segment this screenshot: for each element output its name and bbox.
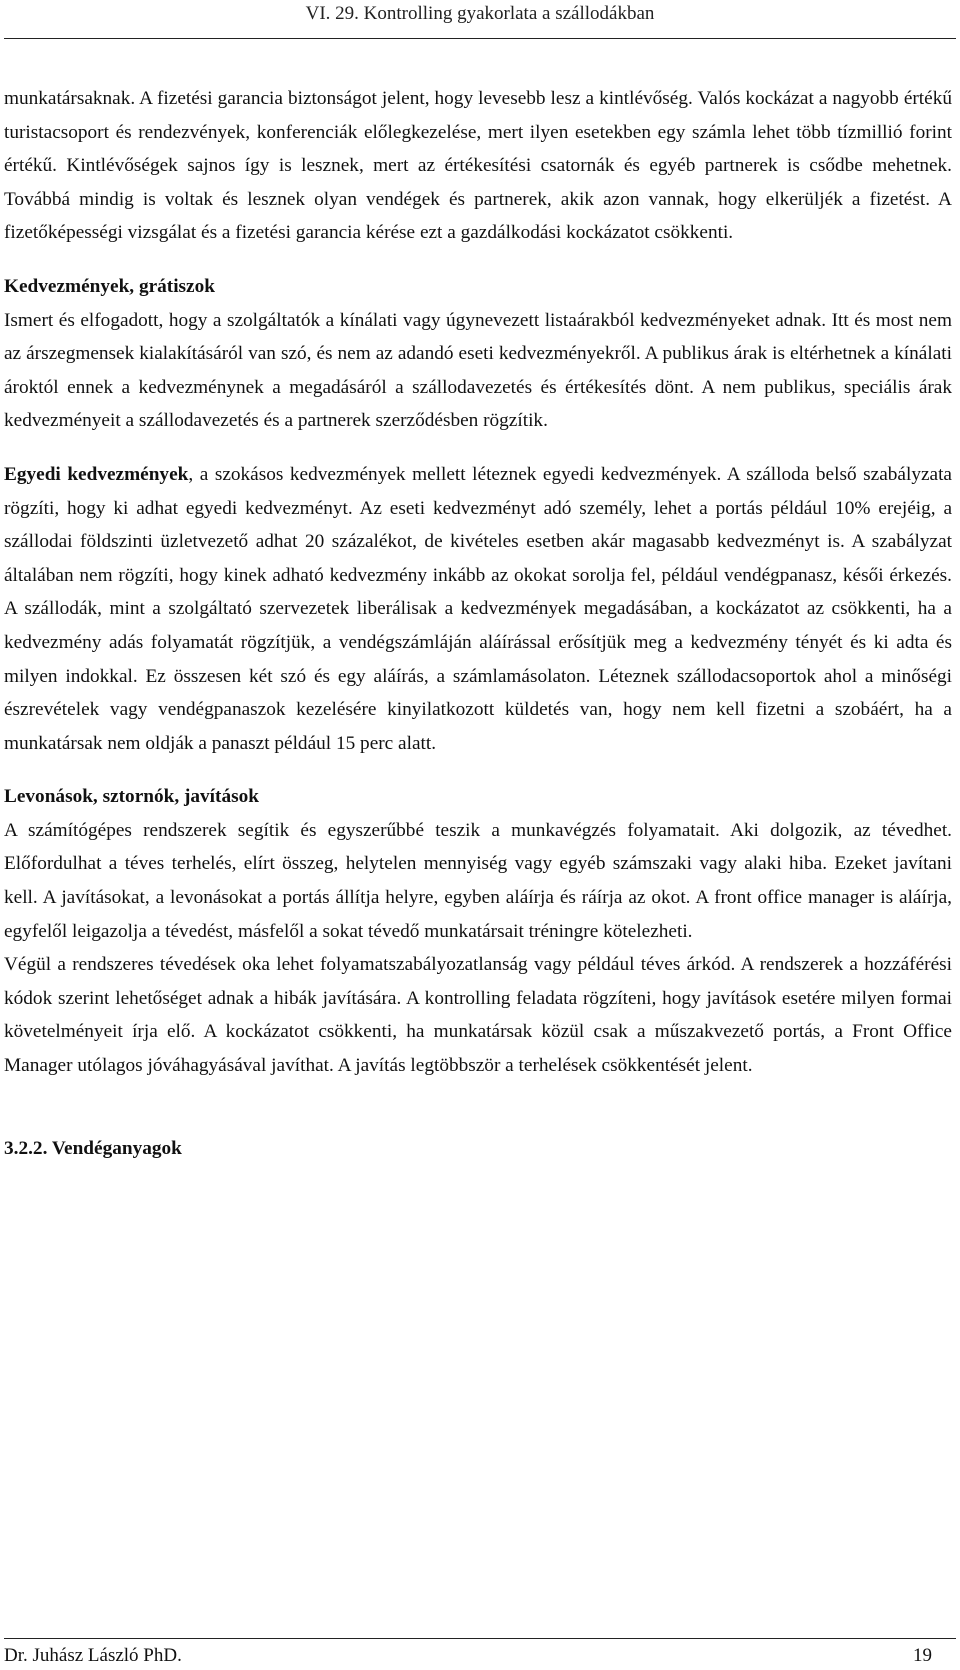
heading-individual-discounts: Egyedi kedvezmények [4,463,189,485]
page-body [4,82,952,1165]
spacer [4,760,952,780]
heading-discounts: Kedvezmények, grátiszok [4,275,215,297]
heading-corrections: Levonások, sztornók, javítások [4,786,259,808]
section-heading: 3.2.2. Vendéganyagok [4,1137,182,1159]
running-header: VI. 29. Kontrolling gyakorlata a szállodákban [305,3,655,24]
footer-author: Dr. Juhász László PhD. [4,1645,182,1666]
spacer [4,438,952,458]
paragraph-intro: munkatársaknak. A fizetési garancia biztonságot jelent, hogy levesebb lesz a kintlévőség. Valós kockázat a nagyobb értékű turistacsoport és rendezvények, konferenciák előlegkezelése, mert ilyen esetekben egy számla lehet több tízmillió forint értékű. Kintlévőségek sajnos így is lesznek, mert az értékesítési csatornák és egyéb partnerek is csődbe mehetnek. Továbbá mindig is voltak és lesznek olyan vendégek és partnerek, akik azon vannak, hogy elkerüljék a fizetést. A fizetőképességi vizsgálat és a fizetési garancia kérése ezt a gazdálkodási kockázatot csökkenti. [4,88,952,244]
page-number: 19 [913,1645,932,1666]
spacer [4,250,952,270]
paragraph-corrections-2: Végül a rendszeres tévedések oka lehet folyamatszabályozatlanság vagy például téves árkód. A rendszerek a hozzáférési kódok szerint lehetőséget adnak a hibák javítására. A kontrolling feladata rögzíteni, hogy javítások esetére milyen formai követelményeit írja elő. A kockázatot csökkenti, ha munkatársak közül csak a műszakvezető portás, a Front Office Manager utólagos jóváhagyásával javíthat. A javítás legtöbbször a terhelések csökkentését jelent. [4,954,952,1077]
spacer [4,1083,952,1132]
paragraph-discounts: Ismert és elfogadott, hogy a szolgáltatók a kínálati vagy úgynevezett listaárakból kedvezményeket adnak. Itt és most nem az árszegmensek kialakításáról van szó, és nem az adandó eseti kedvezményekről. A publikus árak is eltérhetnek a kínálati ároktól ennek a kedvezménynek a megadásáról a szállodavezetés és értékesítés dönt. A nem publikus, speciális árak kedvezményeit a szállodavezetés és a partnerek szerződésben rögzítik. [4,309,952,432]
paragraph-individual-text: , a szokásos kedvezmények mellett léteznek egyedi kedvezmények. A szálloda belső szabályzata rögzíti, hogy ki adhat egyedi kedvezményt. Az eseti kedvezményt adó személy, lehet a portás például 10% erejéig, a szállodai földszinti üzletvezető adhat 20 százalékot, de kivételes esetben akár magasabb kedvezményt is. A szabályzat általában nem rögzíti, hogy kinek adható kedvezmény inkább az okokat sorolja fel, például vendégpanasz, késői érkezés. A szállodák, mint a szolgáltató szervezetek liberálisak a kedvezmények megadásában, a kockázatot az csökkenti, ha a kedvezmény adás folyamatát rögzítjük, a vendégszámláján aláírással erősítjük meg a kedvezmény tényét és ki adta és milyen indokkal. Ez összesen két szó és egy aláírás, a számlamásolaton. Léteznek szállodacsoportok ahol a minőségi észrevételek vagy vendégpanaszok kezelésére kinyilatkozott küldetés van, hogy nem kell fizetni a szobáért, ha a munkatársak nem oldják a panaszt például 15 perc alatt. [4,463,952,754]
paragraph-corrections-1: A számítógépes rendszerek segítik és egyszerűbbé teszik a munkavégzés folyamatait. Aki dolgozik, az tévedhet. Előfordulhat a téves terhelés, elírt összeg, helytelen mennyiség vagy egyéb számszaki vagy alaki hiba. Ezeket javítani kell. A javításokat, a levonásokat a portás állítja helyre, egyben aláírja és ráírja az okot. A front office manager is aláírja, egyfelől leigazolja a tévedést, másfelől a sokat tévedő munkatársait tréningre kötelezheti. [4,819,952,942]
footer-divider [4,1638,956,1639]
header-divider [4,38,956,39]
paragraph-individual-discounts [4,458,952,760]
